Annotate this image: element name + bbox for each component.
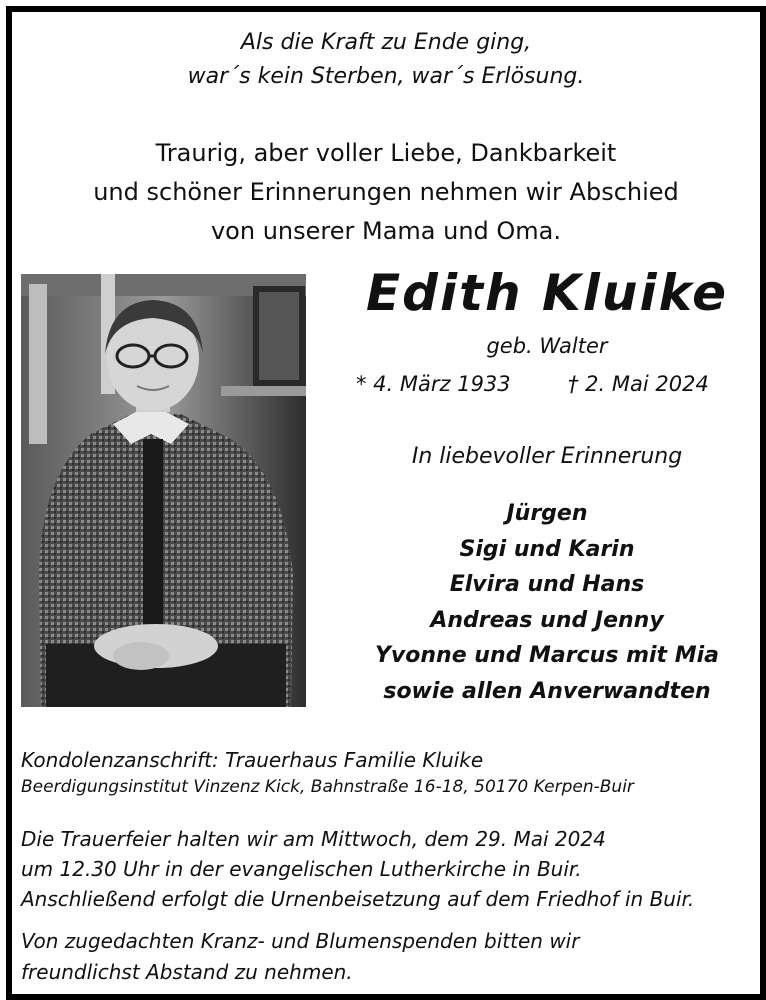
ceremony-line: Die Trauerfeier halten wir am Mittwoch, dem 29. Mai 2024: [21, 827, 606, 851]
intro-line: von unserer Mama und Oma.: [210, 217, 562, 245]
intro-line: und schöner Erinnerungen nehmen wir Abschied: [93, 178, 679, 206]
ceremony-line: Anschließend erfolgt die Urnenbeisetzung auf dem Friedhof in Buir.: [21, 887, 695, 911]
intro-line: Traurig, aber voller Liebe, Dankbarkeit: [155, 139, 617, 167]
ceremony-info: [21, 824, 757, 914]
mourner: Yvonne und Marcus mit Mia: [375, 643, 719, 668]
obituary-frame: [6, 6, 766, 1000]
flowers-note: [21, 926, 757, 988]
condolence-address: [21, 747, 757, 801]
mourner: sowie allen Anverwandten: [383, 678, 711, 704]
flowers-line: Von zugedachten Kranz- und Blumenspenden bitten wir: [21, 929, 580, 953]
portrait-image: [21, 274, 306, 707]
mourner: Elvira und Hans: [449, 572, 645, 597]
mourner: Andreas und Jenny: [430, 607, 664, 633]
condolence-line: Kondolenzanschrift: Trauerhaus Familie Kluike: [21, 748, 484, 772]
mourner: Jürgen: [506, 501, 588, 526]
intro-text: [12, 134, 760, 251]
mourner: Sigi und Karin: [459, 536, 635, 562]
funeral-home-line: Beerdigungsinstitut Vinzenz Kick, Bahnstraße 16-18, 50170 Kerpen-Buir: [21, 777, 634, 797]
poem: [12, 26, 760, 94]
mourners-list: [342, 496, 752, 709]
portrait-photo: [21, 274, 306, 707]
death-date: † 2. Mai 2024: [568, 372, 709, 396]
birth-date: * 4. März 1933: [356, 372, 511, 396]
birth-name: geb. Walter: [486, 334, 608, 358]
memory-line: In liebevoller Erinnerung: [411, 444, 683, 469]
deceased-name: Edith Kluike: [366, 264, 728, 322]
poem-line: Als die Kraft zu Ende ging,: [240, 30, 532, 55]
flowers-line: freundlichst Abstand zu nehmen.: [21, 960, 353, 984]
poem-line: war´s kein Sterben, war´s Erlösung.: [187, 64, 585, 89]
ceremony-line: um 12.30 Uhr in der evangelischen Lutherkirche in Buir.: [21, 857, 582, 881]
